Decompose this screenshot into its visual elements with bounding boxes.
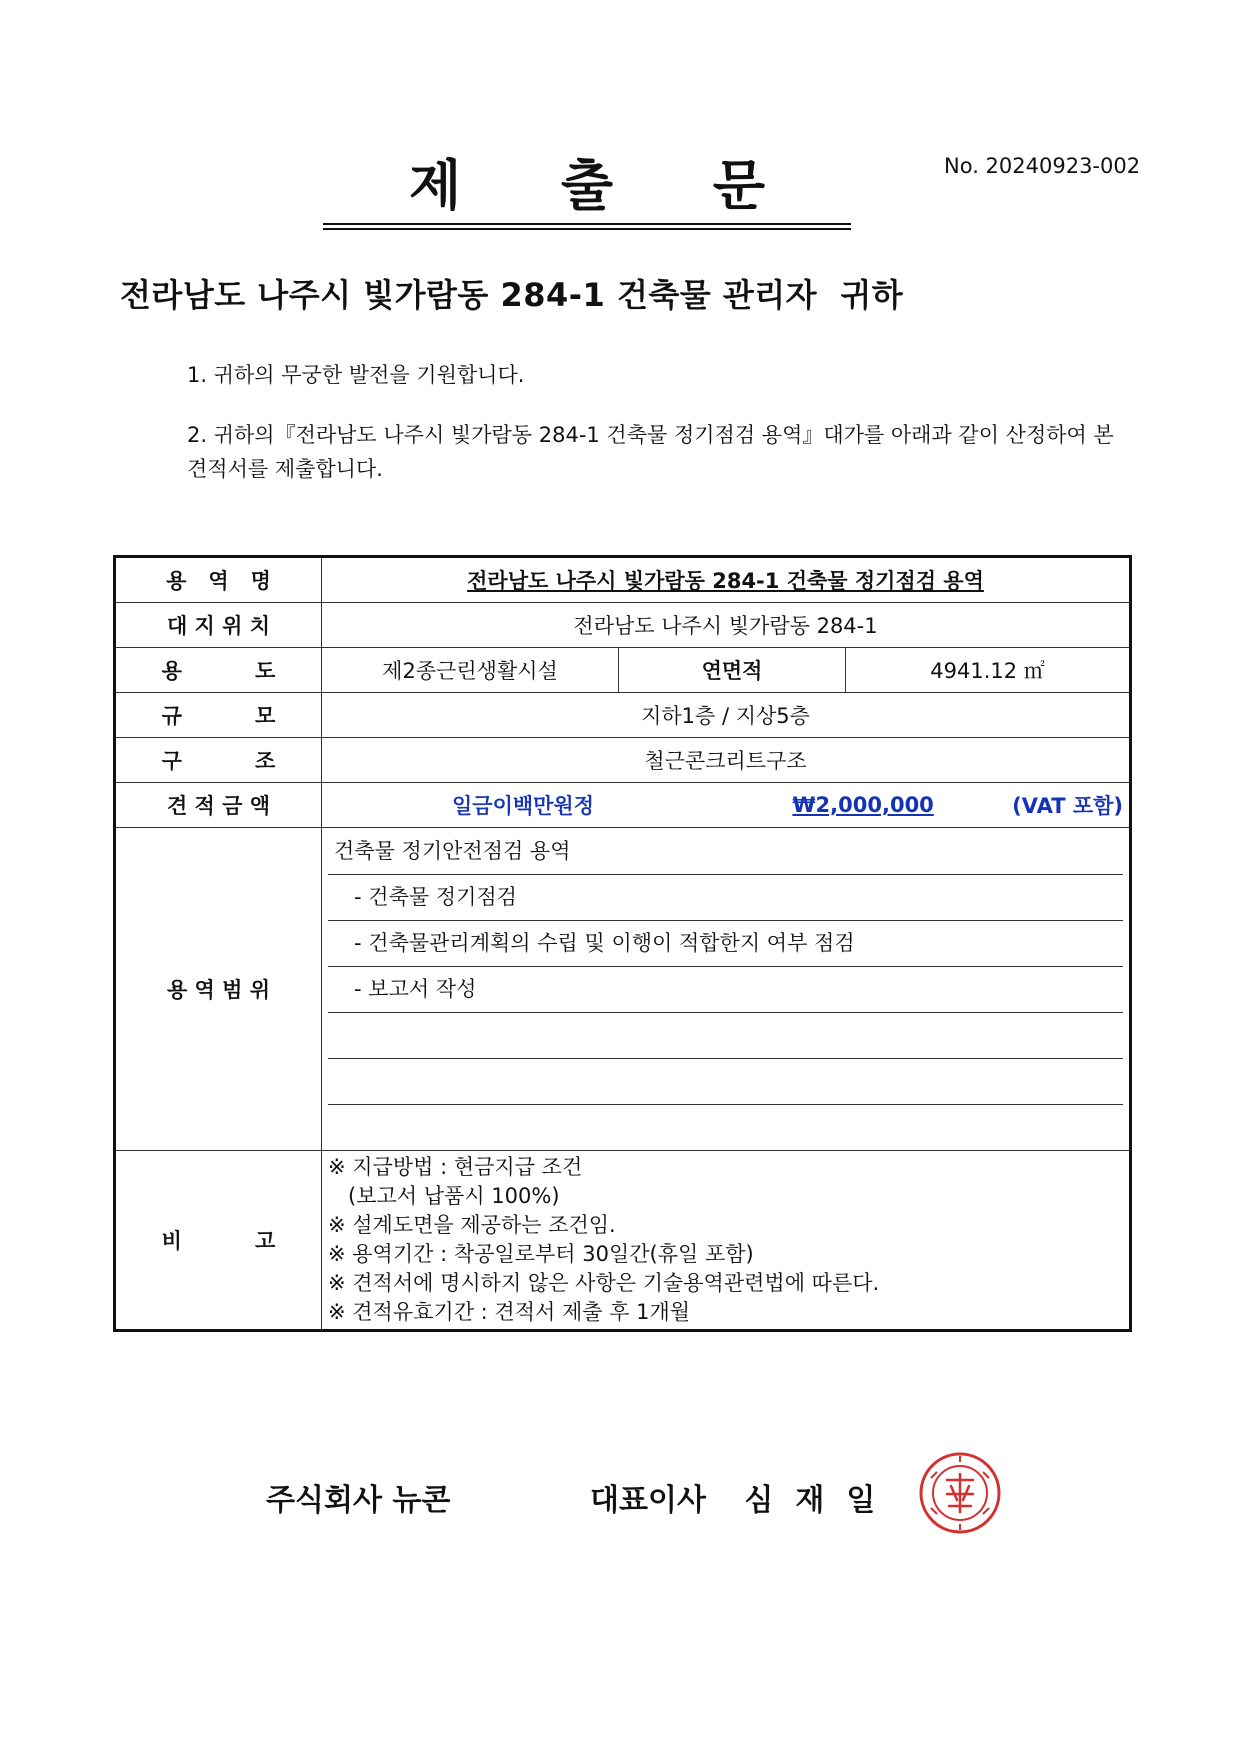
scope-line: - 건축물 정기점검 — [328, 875, 1123, 921]
amount-label: 견 적 금 액 — [115, 783, 322, 828]
site-value: 전라남도 나주시 빛가람동 284-1 — [322, 603, 1131, 648]
title-char-3: 문 — [712, 153, 765, 217]
amount-cell — [322, 783, 1131, 828]
estimate-table — [113, 555, 1132, 1332]
service-name-label: 용 역 명 — [115, 557, 322, 603]
title-underline — [323, 223, 851, 225]
paragraph-1: 1. 귀하의 무궁한 발전을 기원합니다. — [187, 363, 525, 387]
scale-label: 규 모 — [115, 693, 322, 738]
recipient-line: 전라남도 나주시 빛가람동 284-1 건축물 관리자 귀하 — [120, 276, 904, 314]
structure-label: 구 조 — [115, 738, 322, 783]
title-char-2: 출 — [560, 153, 614, 217]
scope-line: 건축물 정기안전점검 용역 — [328, 829, 1123, 875]
use-label: 용 도 — [115, 648, 322, 693]
document-number: No. 20240923-002 — [944, 154, 1141, 178]
row-notes — [115, 1151, 1131, 1331]
row-amount — [115, 783, 1131, 828]
representative — [590, 1475, 897, 1519]
amount-number: ₩2,000,000 — [792, 793, 934, 817]
company-name: 주식회사 뉴콘 — [266, 1483, 451, 1518]
row-site — [115, 603, 1131, 648]
title-underline-double — [323, 228, 851, 230]
site-label: 대 지 위 치 — [115, 603, 322, 648]
note-line: ※ 설계도면을 제공하는 조건임. — [328, 1213, 616, 1237]
scope-line: - 보고서 작성 — [328, 967, 1123, 1013]
row-service-name — [115, 557, 1131, 603]
row-structure — [115, 738, 1131, 783]
note-line: ※ 지급방법 : 현금지급 조건 — [328, 1155, 583, 1179]
paragraph-2: 2. 귀하의『전라남도 나주시 빛가람동 284-1 건축물 정기점검 용역』대가를 아래과 같이 산정하여 본 견적서를 제출합니다. — [187, 423, 1114, 481]
row-scope — [115, 828, 1131, 1151]
representative-name: 심재일 — [744, 1483, 898, 1518]
note-line: (보고서 납품시 100%) — [328, 1184, 560, 1208]
amount-korean: 일금이백만원정 — [452, 794, 595, 818]
row-use — [115, 648, 1131, 693]
use-value: 제2종근린생활시설 — [322, 648, 619, 693]
scope-line — [328, 1013, 1123, 1059]
service-name: 전라남도 나주시 빛가람동 284-1 건축물 정기점검 용역 — [467, 569, 984, 593]
row-scale — [115, 693, 1131, 738]
scope-line — [328, 1059, 1123, 1105]
scope-label: 용 역 범 위 — [115, 828, 322, 1151]
notes-cell — [322, 1151, 1131, 1331]
title-char-1: 제 — [409, 153, 462, 217]
amount-vat: (VAT 포함) — [1012, 794, 1124, 818]
representative-title: 대표이사 — [590, 1483, 706, 1518]
scope-line — [328, 1105, 1123, 1150]
area-value: 4941.12 ㎡ — [846, 648, 1131, 693]
scope-cell — [322, 828, 1131, 1151]
note-line: ※ 견적서에 명시하지 않은 사항은 기술용역관련법에 따른다. — [328, 1271, 880, 1295]
service-name-cell — [322, 557, 1131, 603]
notes-label: 비 고 — [115, 1151, 322, 1331]
structure-value: 철근콘크리트구조 — [322, 738, 1131, 783]
area-label: 연면적 — [619, 648, 846, 693]
document-title — [323, 150, 851, 217]
company-seal-icon — [917, 1450, 1003, 1536]
scope-line: - 건축물관리계획의 수립 및 이행이 적합한지 여부 점검 — [328, 921, 1123, 967]
scale-value: 지하1층 / 지상5층 — [322, 693, 1131, 738]
note-line: ※ 견적유효기간 : 견적서 제출 후 1개월 — [328, 1300, 691, 1324]
note-line: ※ 용역기간 : 착공일로부터 30일간(휴일 포함) — [328, 1242, 754, 1266]
